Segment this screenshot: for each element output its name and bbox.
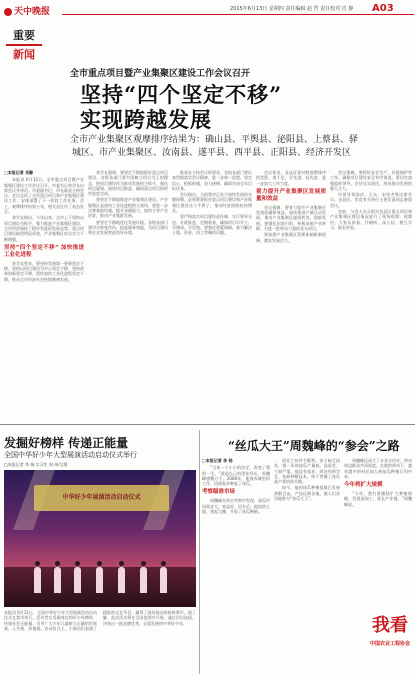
header-rule: [62, 14, 414, 15]
article-subhead: 着力提升产业集聚区发展质量和效益: [256, 188, 326, 202]
section-divider: [0, 424, 415, 425]
performer-figure: [54, 567, 61, 593]
paragraph: 创业之初并不顺利。由于缺乏技术，第一年的丝瓜产量低、品质差，亏损严重。他没有放弃，四处拜师学艺，钻研种植技术，终于掌握了丝瓜高产栽培的关键。: [274, 458, 340, 485]
article-column-5: [330, 170, 412, 421]
paragraph: 市领导刘国庆、王东、宋培杰等出席会议。各县区、市直有关单位主要负责同志参加会议。: [330, 192, 412, 208]
paragraph: “当初一个小小的决定，改变了我的一生。”说起自己的创业经历，周魏峰感慨万千。2008年，他放弃城里的工作，回到家乡种起了丝瓜。: [202, 465, 270, 487]
paragraph: “今年，我打算继续扩大种植规模，发展深加工，延长产业链。”周魏峰说。: [344, 491, 412, 507]
story-byline: □本报记者 李 杨: [202, 458, 233, 463]
story-column-2: [274, 458, 340, 674]
paragraph: 陈星在主持会议时要求，各级各部门要认真贯彻落实会议精神，进一步统一思想，坚定信心，抢抓机遇，奋力拼搏，确保完成全年目标任务。: [172, 170, 252, 191]
masthead: [0, 0, 415, 60]
performer-figure: [160, 567, 167, 593]
section-rule: [6, 44, 42, 46]
section-label: [0, 28, 48, 70]
sub-headline-line1: 全市产业集聚区观摩排序结果为：确山县、平舆县、泌阳县、上蔡县、驿: [70, 135, 359, 145]
main-headline-line2: 实现跨越发展: [80, 107, 212, 132]
performer-figure: [74, 567, 81, 593]
performer-figure: [34, 567, 41, 593]
performer-figure: [118, 567, 125, 593]
story-byline: □本报记者 李 扬 实习生 周 伟/文图: [4, 462, 68, 467]
event-photo: [4, 470, 196, 607]
issue-info: 2015年6月13日 星期四 责任编辑 赵 哲 责任校对 肖 静: [230, 6, 354, 12]
page-number: A03: [372, 3, 394, 14]
story-headline: “丝瓜大王”周魏峰的“参会”之路: [228, 439, 400, 453]
headline-kicker: 全市重点项目暨产业集聚区建设工作会议召开: [70, 69, 251, 79]
story-subhead: 考察瞄准市场: [202, 489, 236, 496]
paragraph: 余学友强调，要坚定不移地抓好重点项目建设。各级各部门要牢固树立项目为王的理念，把项目建设作为推动发展的主抓手，强化项目谋划，加快项目推进，确保重点项目按时序进度完成。: [88, 170, 168, 197]
paragraph: 余学友要求，要坚持发展第一要务坚定不移，坚持以项目建设为中心坚定不移，坚持改革创新坚定不移，坚持加快工业化进程坚定不移，推动全市经济社会持续健康发展。: [4, 260, 84, 282]
paragraph: 周魏峰在外出考察中发现，丝瓜市场需求大，效益好。回乡后，他流转土地，建起大棚，开始了丝瓜种植。: [202, 498, 270, 515]
promo-subtitle: 中国农业工程协会: [369, 641, 410, 647]
newspaper-logo: [4, 4, 62, 24]
section-line2: 新闻: [13, 48, 35, 61]
article-subhead: 坚持“四个坚定不移” 加快推进工业化进程: [4, 244, 84, 258]
paragraph: 会议强调，要着力提升产业集聚区发展质量和效益，加快推进产城互动发展，推动产业集聚区提质转型、创新发展。要强化招商引资，积极承接产业转移，引进一批带动力强的龙头项目。: [256, 204, 326, 232]
story-column-1: [202, 458, 270, 674]
story-headline: 发掘好榜样 传递正能量: [4, 436, 129, 450]
article-column-2: [88, 170, 168, 421]
column-divider: [199, 430, 200, 674]
story-subheadline: 全国中华好少年大型展演活动启动仪式举行: [4, 451, 137, 459]
article-byline: □本报记者 肖静: [4, 170, 34, 175]
promo-box: [344, 614, 412, 672]
paragraph: 要坚定不移地优化发展环境。各级各部门要切实转变作风，提高服务效能，为项目建设和企业发展营造良好环境。: [88, 219, 168, 236]
promo-title: 我看: [372, 615, 408, 636]
banner-text: 中华好少年展演活动启动仪式: [62, 494, 141, 501]
paragraph: 要严格落实项目建设责任制，实行领导分包、专班推进、定期督查，确保项目早开工、早建成、早见效。要强化要素保障，着力解决土地、资金、用工等制约问题。: [172, 214, 252, 236]
performer-figure: [96, 567, 103, 593]
paragraph: 本报讯 6月12日，全市重点项目暨产业集聚区建设工作会议召开。市委书记余学友出席会议并讲话。市委副书记、市长陈星主持会议。会议总结了全市重点项目和产业集聚区建设工作，安排部署了下一阶段工作任务。会上，观摩排序结果公布，相关县区作了表态发言。: [4, 177, 84, 215]
paragraph: 余学友指出，今年以来，全市上下坚持以项目建设为抓手，强力推进产业集聚区建设，全市经济保持了稳中有进的发展态势，重点项目建设取得明显成效，产业集聚区综合实力不断增强。: [4, 215, 84, 242]
section-line1: 重要: [13, 29, 35, 42]
story-body: 本报讯 6月11日，全国中华好少年大型展演活动启动仪式在我市举行。活动旨在发掘身边的好少年榜样，传递社会正能量，引导广大少年儿童树立正确的世界观、人生观、价值观。启动仪式上，小演员们表演了精彩的文艺节目，赢得了现场观众的阵阵掌声。据了解，此次活动将在全国范围内开展，通过层层选拔，评选出一批品德优秀、全面发展的中华好少年。: [4, 610, 196, 631]
paragraph: 会议强调，要抓好安全生产、环境保护等工作，确保项目建设安全有序推进。要切实加强组织领导，层层压实责任，形成推动发展的强大合力。: [330, 170, 412, 191]
paragraph: 会议指出，当前我市正处于加快发展的关键时期，必须紧紧抓住重点项目建设和产业集聚区建设这个牛鼻子，推动经济持续较快增长。: [172, 192, 252, 214]
paragraph: 要坚定不移地推进产业集聚区建设。产业集聚区是加快工业化进程的主战场，要进一步完善基础设施，提升承载能力，加快主导产业培育，推动产业集群发展。: [88, 197, 168, 219]
story-subhead: 今年将扩大规模: [344, 482, 383, 489]
sub-headline-line2: 城区、市产业集聚区、汝南县、遂平县、西平县、正阳县、经济开发区: [72, 148, 352, 158]
article-column-1: [4, 170, 84, 421]
paragraph: 如今，他的丝瓜种植基地已发展到数百亩，产品远销各地，被人们亲切地称为“丝瓜大王”。: [274, 485, 340, 502]
story-column-3: [344, 458, 412, 614]
paragraph: 要加强产业集聚区管理体制机制创新，激发发展活力。: [256, 232, 326, 243]
article-column-3: [172, 170, 252, 421]
logo-mark-icon: [4, 8, 12, 16]
main-headline-line1: 坚持“四个坚定不移”: [80, 82, 283, 107]
article-column-4: [256, 170, 326, 421]
paragraph: 会前，与会人员分组对各县区重点项目和产业集聚区建设情况进行了现场观摩。观摩中，大家认真看、仔细听、深入问，相互学习，取长补短。: [330, 209, 412, 230]
paragraph: 会议要求，各县区要对照观摩排序找差距，查不足，学先进，赶先进，进一步加大工作力度。: [256, 170, 326, 186]
logo-text: 天中晚报: [14, 7, 51, 17]
paragraph: 周魏峰还成立了专业合作社，带动周边群众共同致富。在他的带动下，越来越多的村民加入到丝瓜种植行列中来。: [344, 458, 412, 479]
performer-figure: [140, 567, 147, 593]
stage-banner: [34, 485, 169, 511]
